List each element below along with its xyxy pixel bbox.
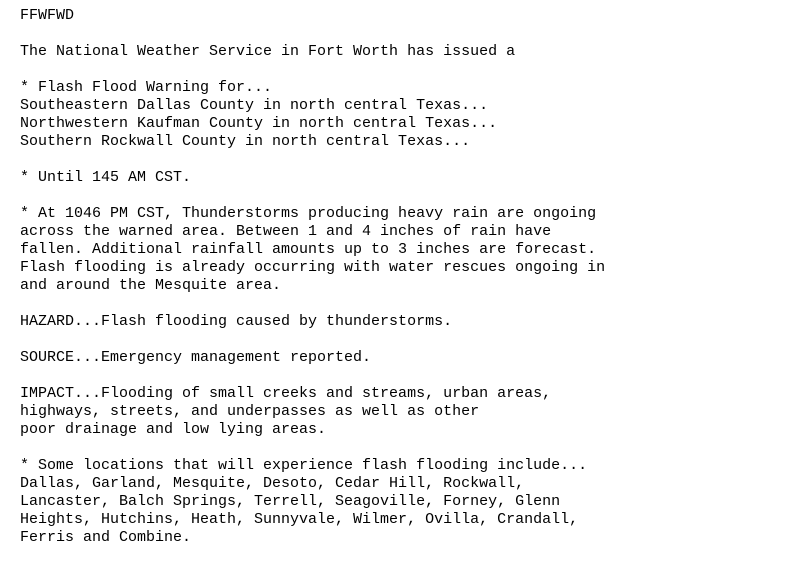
warning-area: Northwestern Kaufman County in north central Texas... xyxy=(20,115,498,132)
impact-line: poor drainage and low lying areas. xyxy=(20,421,327,438)
details-line: across the warned area. Between 1 and 4 inches of rain have xyxy=(20,223,552,240)
details-section xyxy=(20,205,790,295)
locations-line: Lancaster, Balch Springs, Terrell, Seagoville, Forney, Glenn xyxy=(20,493,561,510)
details-line: * At 1046 PM CST, Thunderstorms producing heavy rain are ongoing xyxy=(20,205,597,222)
warning-area: Southeastern Dallas County in north central Texas... xyxy=(20,97,489,114)
blank-line xyxy=(20,61,790,79)
blank-line xyxy=(20,331,790,349)
locations-section xyxy=(20,457,790,547)
warning-area: Southern Rockwall County in north central Texas... xyxy=(20,133,471,150)
product-code: FFWFWD xyxy=(20,7,75,24)
source-line: SOURCE...Emergency management reported. xyxy=(20,349,372,366)
locations-line: * Some locations that will experience flash flooding include... xyxy=(20,457,588,474)
blank-line xyxy=(20,187,790,205)
details-line: fallen. Additional rainfall amounts up to 3 inches are forecast. xyxy=(20,241,597,258)
issuer-line: The National Weather Service in Fort Worth has issued a xyxy=(20,43,516,60)
locations-line: Ferris and Combine. xyxy=(20,529,192,546)
hazard-line: HAZARD...Flash flooding caused by thunderstorms. xyxy=(20,313,453,330)
warning-header: * Flash Flood Warning for... xyxy=(20,79,273,96)
impact-line: IMPACT...Flooding of small creeks and streams, urban areas, xyxy=(20,385,552,402)
locations-line: Dallas, Garland, Mesquite, Desoto, Cedar Hill, Rockwall, xyxy=(20,475,525,492)
details-line: and around the Mesquite area. xyxy=(20,277,282,294)
impact-line: highways, streets, and underpasses as well as other xyxy=(20,403,480,420)
locations-line: Heights, Hutchins, Heath, Sunnyvale, Wilmer, Ovilla, Crandall, xyxy=(20,511,579,528)
blank-line xyxy=(20,439,790,457)
blank-line xyxy=(20,25,790,43)
warning-document xyxy=(20,7,790,547)
impact-section xyxy=(20,385,790,439)
blank-line xyxy=(20,367,790,385)
details-line: Flash flooding is already occurring with water rescues ongoing in xyxy=(20,259,606,276)
warning-section xyxy=(20,79,790,151)
until-line: * Until 145 AM CST. xyxy=(20,169,192,186)
blank-line xyxy=(20,295,790,313)
blank-line xyxy=(20,151,790,169)
